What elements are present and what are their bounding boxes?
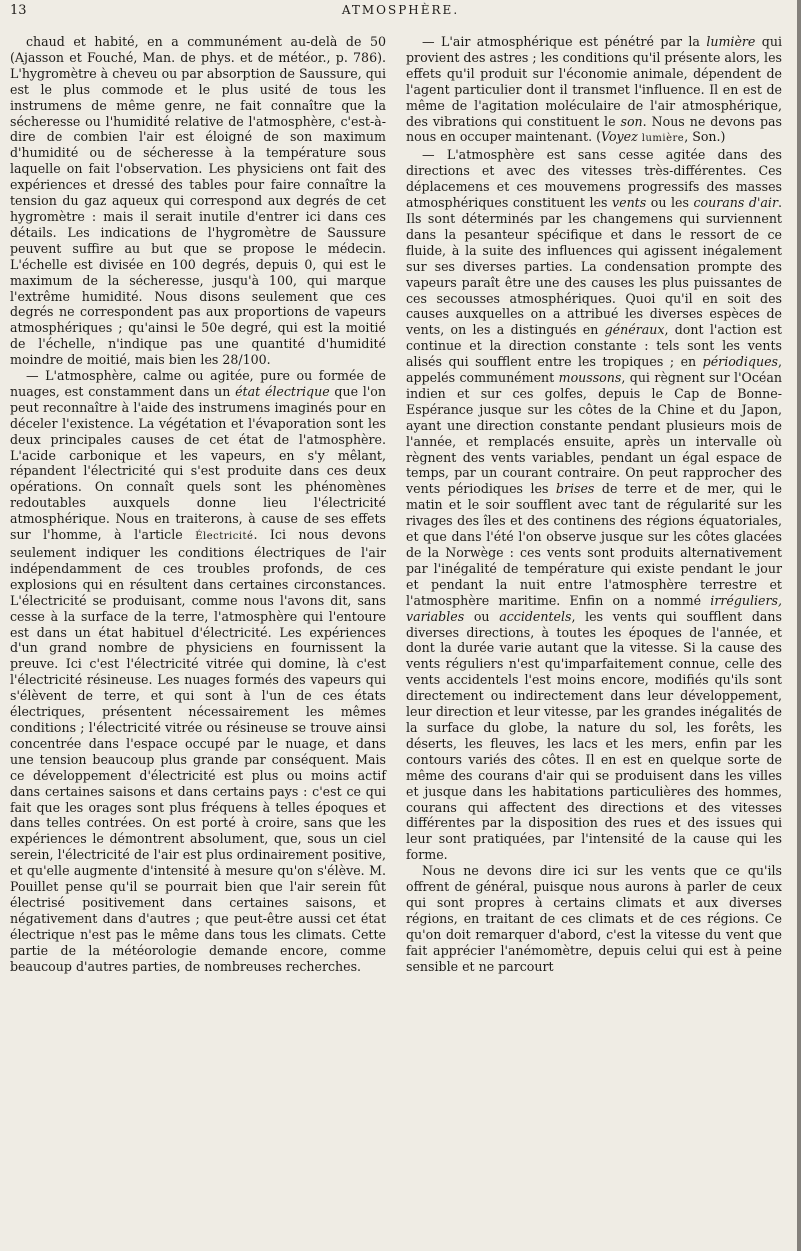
running-title: ATMOSPHÈRE. [341, 3, 460, 17]
small-caps-reference: Électricité [195, 531, 254, 543]
left-column [10, 34, 386, 974]
paragraph-electricity: — L'atmosphère, calme ou agitée, pure ou formée de nuages, est constamment dans un état électrique que l'on peut reconnaître à l'aide des instrumens imaginés pour en déceler l'existence. La végétation et l'évaporation sont les deux principales causes de cet état de l'atmosphère. L'acide carbonique et les vapeurs, en s'y mêlant, répandent l'électricité qui s'est produite dans ces deux opérations. On connaît quels sont les phénomènes redoutables auxquels donne lieu l'électricité atmosphérique. Nous en traiterons, à cause de ses effets sur l'homme, à l'article Électricité. Ici nous devons seulement indiquer les conditions électriques de l'air indépendamment de ces troubles profonds, de ces explosions qui en résultent dans certaines circonstances. L'électricité se produisant, comme nous l'avons dit, sans cesse à la surface de la terre, l'atmosphère qui l'entoure est dans un état habituel d'électricité. Les expériences d'un grand nombre de physiciens en fournissent la preuve. Ici c'est l'électricité vitrée qui domine, là c'est l'électricité résineuse. Les nuages formés des vapeurs qui s'élèvent de terre, et qui sont à l'un de ces états électriques, présentent nécessairement les mêmes conditions ; l'électricité vitrée ou résineuse se trouve ainsi concentrée dans l'espace occupé par le nuage, et dans une tension beaucoup plus grande par conséquent. Mais ce développement d'électricité est plus ou moins actif dans certaines saisons et dans certains pays : c'est ce qui fait que les orages sont plus fréquens à telles époques et dans telles contrées. On est porté à croire, sans que les expériences le démontrent absolument, que, sous un ciel serein, l'électricité de l'air est plus ordinairement positive, et qu'elle augmente d'intensité à mesure qu'on s'élève. M. Pouillet pense qu'il se pourrait bien que l'air serein fût électrisé positivement dans certaines saisons, et négativement dans d'autres ; que peut-être aussi cet état électrique n'est pas le même dans tous les climats. Cette partie de la météorologie demande encore, comme beaucoup d'autres parties, de nombreuses recherches. [10, 368, 387, 974]
page-edge [797, 0, 801, 1251]
page-number: 13 [10, 3, 27, 18]
paragraph-hygrometer: chaud et habité, en a communément au-delà de 50 (Ajasson et Fouché, Man. de phys. et de météor., p. 786). L'hygromètre à cheveu ou par absorption de Saussure, qui est le plus commode et le plus usité de tous les instrumens de même genre, ne fait connaître que la sécheresse ou l'humidité relative de l'atmosphère, c'est-à-dire de combien l'air est éloigné de son maximum d'humidité ou de sécheresse à la température sous laquelle on fait l'observation. Les physiciens ont fait des expériences et dressé des tables pour faire connaître la tension du gaz aqueux qui correspond aux degrés de cet hygromètre : mais il serait inutile d'entrer ici dans ces détails. Les indications de l'hygromètre de Saussure peuvent suffire au but que se propose le médecin. L'échelle est divisée en 100 degrés, depuis 0, qui est le maximum de la sécheresse, jusqu'à 100, qui marque l'extrême humidité. Nous disons seulement que ces degrés ne correspondent pas aux proportions de vapeurs atmosphériques ; qu'ainsi le 50e degré, qui est la moitié de l'échelle, n'indique pas une quantité d'humidité moindre de moitié, mais bien les 28/100. [10, 34, 386, 368]
paragraph-winds: — L'atmosphère est sans cesse agitée dans des directions et avec des vitesses très-différentes. Ces déplacemens et ces mouvemens progressifs des masses atmosphériques constituent les vents ou les courans d'air. Ils sont déterminés par les changemens qui surviennent dans la pesanteur spécifique et dans le ressort de ce fluide, à la suite des influences qui agissent inégalement sur ses diverses parties. La condensation prompte des vapeurs paraît être une des causes les plus puissantes de ces secousses atmosphériques. Quoi qu'il en soit des causes auxquelles on a attribué les diverses espèces de vents, on les a distingués en généraux, dont l'action est continue et la direction constante : tels sont les vents alisés qui soufflent entre les tropiques ; en périodiques, appelés communément moussons, qui règnent sur l'Océan indien et sur ces golfes, depuis le Cap de Bonne-Espérance jusque sur les côtes de la Chine et du Japon, ayant une direction constante pendant plusieurs mois de l'année, et remplacés ensuite, après un intervalle où règnent des vents variables, pendant un égal espace de temps, par un courant contraire. On peut rapprocher des vents périodiques les brises de terre et de mer, qui le matin et le soir soufflent avec tant de régularité sur les rivages des îles et des continens des régions équatoriales, et que dans l'été l'on observe jusque sur les côtes glacées de la Norwège : ces vents sont produits alternativement par l'inégalité de température qui existe pendant le jour et pendant la nuit entre l'atmosphère terrestre et l'atmosphère maritime. Enfin on a nommé irréguliers, variables ou accidentels, les vents qui soufflent dans diverses directions, à toutes les époques de l'année, et dont la durée varie autant que la vitesse. Si la cause des vents réguliers n'est qu'imparfaitement connue, celle des vents accidentels l'est moins encore, modifiés qu'ils sont directement ou indirectement dans leur développement, leur direction et leur vitesse, par les grandes inégalités de la surface du globe, la nature du sol, les forêts, les déserts, les fleuves, les lacs et les mers, enfin par les contours variés des côtes. Il en est en quelque sorte de même des courans d'air qui se produisent dans les villes et jusque dans les habitations particulières des hommes, courans qui affectent des directions et des vitesses différentes par la disposition des rues et des issues qui leur sont pratiquées, par l'intensité de la cause qui les forme. [406, 147, 783, 863]
page-header [0, 3, 801, 21]
right-column [406, 34, 782, 974]
paragraph-light: — L'air atmosphérique est pénétré par la lumière qui provient des astres ; les conditions qu'il présente alors, les effets qu'il produit sur l'économie animale, dépendent de l'agent particulier dont il transmet l'influence. Il en est de même de l'agitation moléculaire de l'air atmosphérique, des vibrations qui constituent le son. Nous ne devons pas nous en occuper maintenant. (Voyez lumière, Son.) [406, 34, 782, 145]
paragraph-wind-speed: Nous ne devons dire ici sur les vents que ce qu'ils offrent de général, puisque nous aurons à parler de ceux qui sont propres à certains climats et aux diverses régions, en traitant de ces climats et de ces régions. Ce qu'on doit remarquer d'abord, c'est la vitesse du vent que fait apprécier l'anémomètre, depuis celui qui est à peine sensible et ne parcourt [406, 863, 782, 974]
